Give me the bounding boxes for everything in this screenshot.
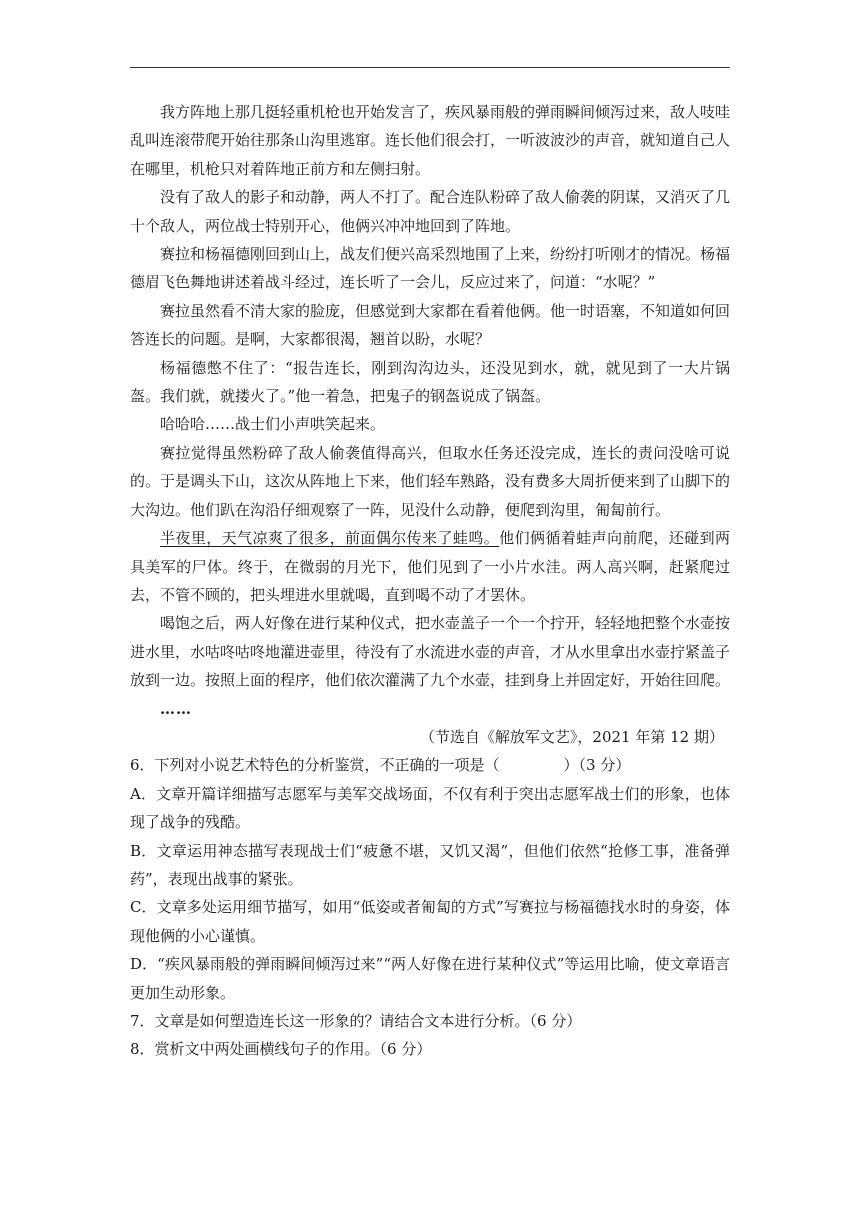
question-6-option-a: A．文章开篇详细描写志愿军与美军交战场面，不仅有利于突出志愿军战士们的形象，也体现了战争的残酷。 [130,784,730,832]
passage-paragraph-3: 赛拉和杨福德刚回到山上，战友们便兴高采烈地围了上来，纷纷打听刚才的情况。杨福德眉飞色舞地讲述着战斗经过，连长听了一会儿，反应过来了，问道：“水呢？” [130,245,731,292]
underlined-sentence: 半夜里，天气凉爽了很多，前面偶尔传来了蛙鸣。 [160,529,500,548]
passage-paragraph-4: 赛拉虽然看不清大家的脸庞，但感觉到大家都在看着他俩。他一时语塞，不知道如何回答连长的问题。是啊，大家都很渴，翘首以盼，水呢？ [130,301,731,349]
passage-paragraph-8 [130,524,730,609]
passage-paragraph-7: 赛拉觉得虽然粉碎了敌人偷袭值得高兴，但取水任务还没完成，连长的责问没啥可说的。于是调头下山，这次从阵地上下来，他们轻车熟路，没有费多大周折便来到了山脚下的大沟边。他们趴在沟沿仔细观察了一阵，见没什么动静，便爬到沟里，匍匐前行。 [130,443,731,519]
question-6-stem: 6．下列对小说艺术特色的分析鉴赏，不正确的一项是（ ）（3 分） [130,756,631,775]
passage-ellipsis: …… [160,699,192,718]
question-7: 7．文章是如何塑造连长这一形象的？请结合文本进行分析。（6 分） [130,1012,582,1030]
paragraph-8-rest: 他们俩循着蛙声向前爬，还碰到两具美军的尸体。终于，在微弱的月光下，他们见到了一小片水洼。两人高兴啊，赶紧爬过去，不管不顾的，把头埋进水里就喝，直到喝不动了才罢休。 [130,529,730,604]
question-6-option-c: C．文章多处运用细节描写，如用“低姿或者匍匐的方式”写赛拉与杨福德找水时的身姿，体现他俩的小心谨慎。 [130,898,730,945]
source-citation: （节选自《解放军文艺》，2021 年第 12 期） [419,727,724,746]
header-rule [130,67,730,68]
question-6-option-d: D．“疾风暴雨般的弹雨瞬间倾泻过来”“两人好像在进行某种仪式”等运用比喻，使文章语言更加生动形象。 [130,955,730,1002]
passage-paragraph-5: 杨福德憋不住了：“报告连长，刚到沟沟边头，还没见到水，就，就见到了一大片锅盔。我们就，就搂火了。”他一着急，把鬼子的钢盔说成了锅盔。 [130,358,730,406]
passage-paragraph-9: 喝饱之后，两人好像在进行某种仪式，把水壶盖子一个一个拧开，轻轻地把整个水壶按进水里，水咕咚咕咚地灌进壶里，待没有了水流进水壶的声音，才从水里拿出水壶拧紧盖子放到一边。按照上面的程序，他们依次灌满了九个水壶，挂到身上并固定好，开始往回爬。 [130,614,731,690]
passage-paragraph-2: 没有了敌人的影子和动静，两人不打了。配合连队粉碎了敌人偷袭的阴谋，又消灭了几十个敌人，两位战士特别开心，他俩兴冲冲地回到了阵地。 [130,188,731,235]
passage-paragraph-6: 哈哈哈……战士们小声哄笑起来。 [160,415,386,434]
exam-page-content [130,98,730,1064]
passage-paragraph-1: 我方阵地上那几挺轻重机枪也开始发言了，疾风暴雨般的弹雨瞬间倾泻过来，敌人吱哇乱叫连滚带爬开始往那条山沟里逃窜。连长他们很会打，一听波波沙的声音，就知道自己人在哪里，机枪只对着阵地正前方和左侧扫射。 [130,103,731,178]
question-8: 8．赏析文中两处画横线句子的作用。（6 分） [130,1040,432,1059]
question-6-option-b: B．文章运用神态描写表现战士们“疲惫不堪，又饥又渴”，但他们依然“抢修工事，准备弹药”，表现出战事的紧张。 [130,841,730,888]
